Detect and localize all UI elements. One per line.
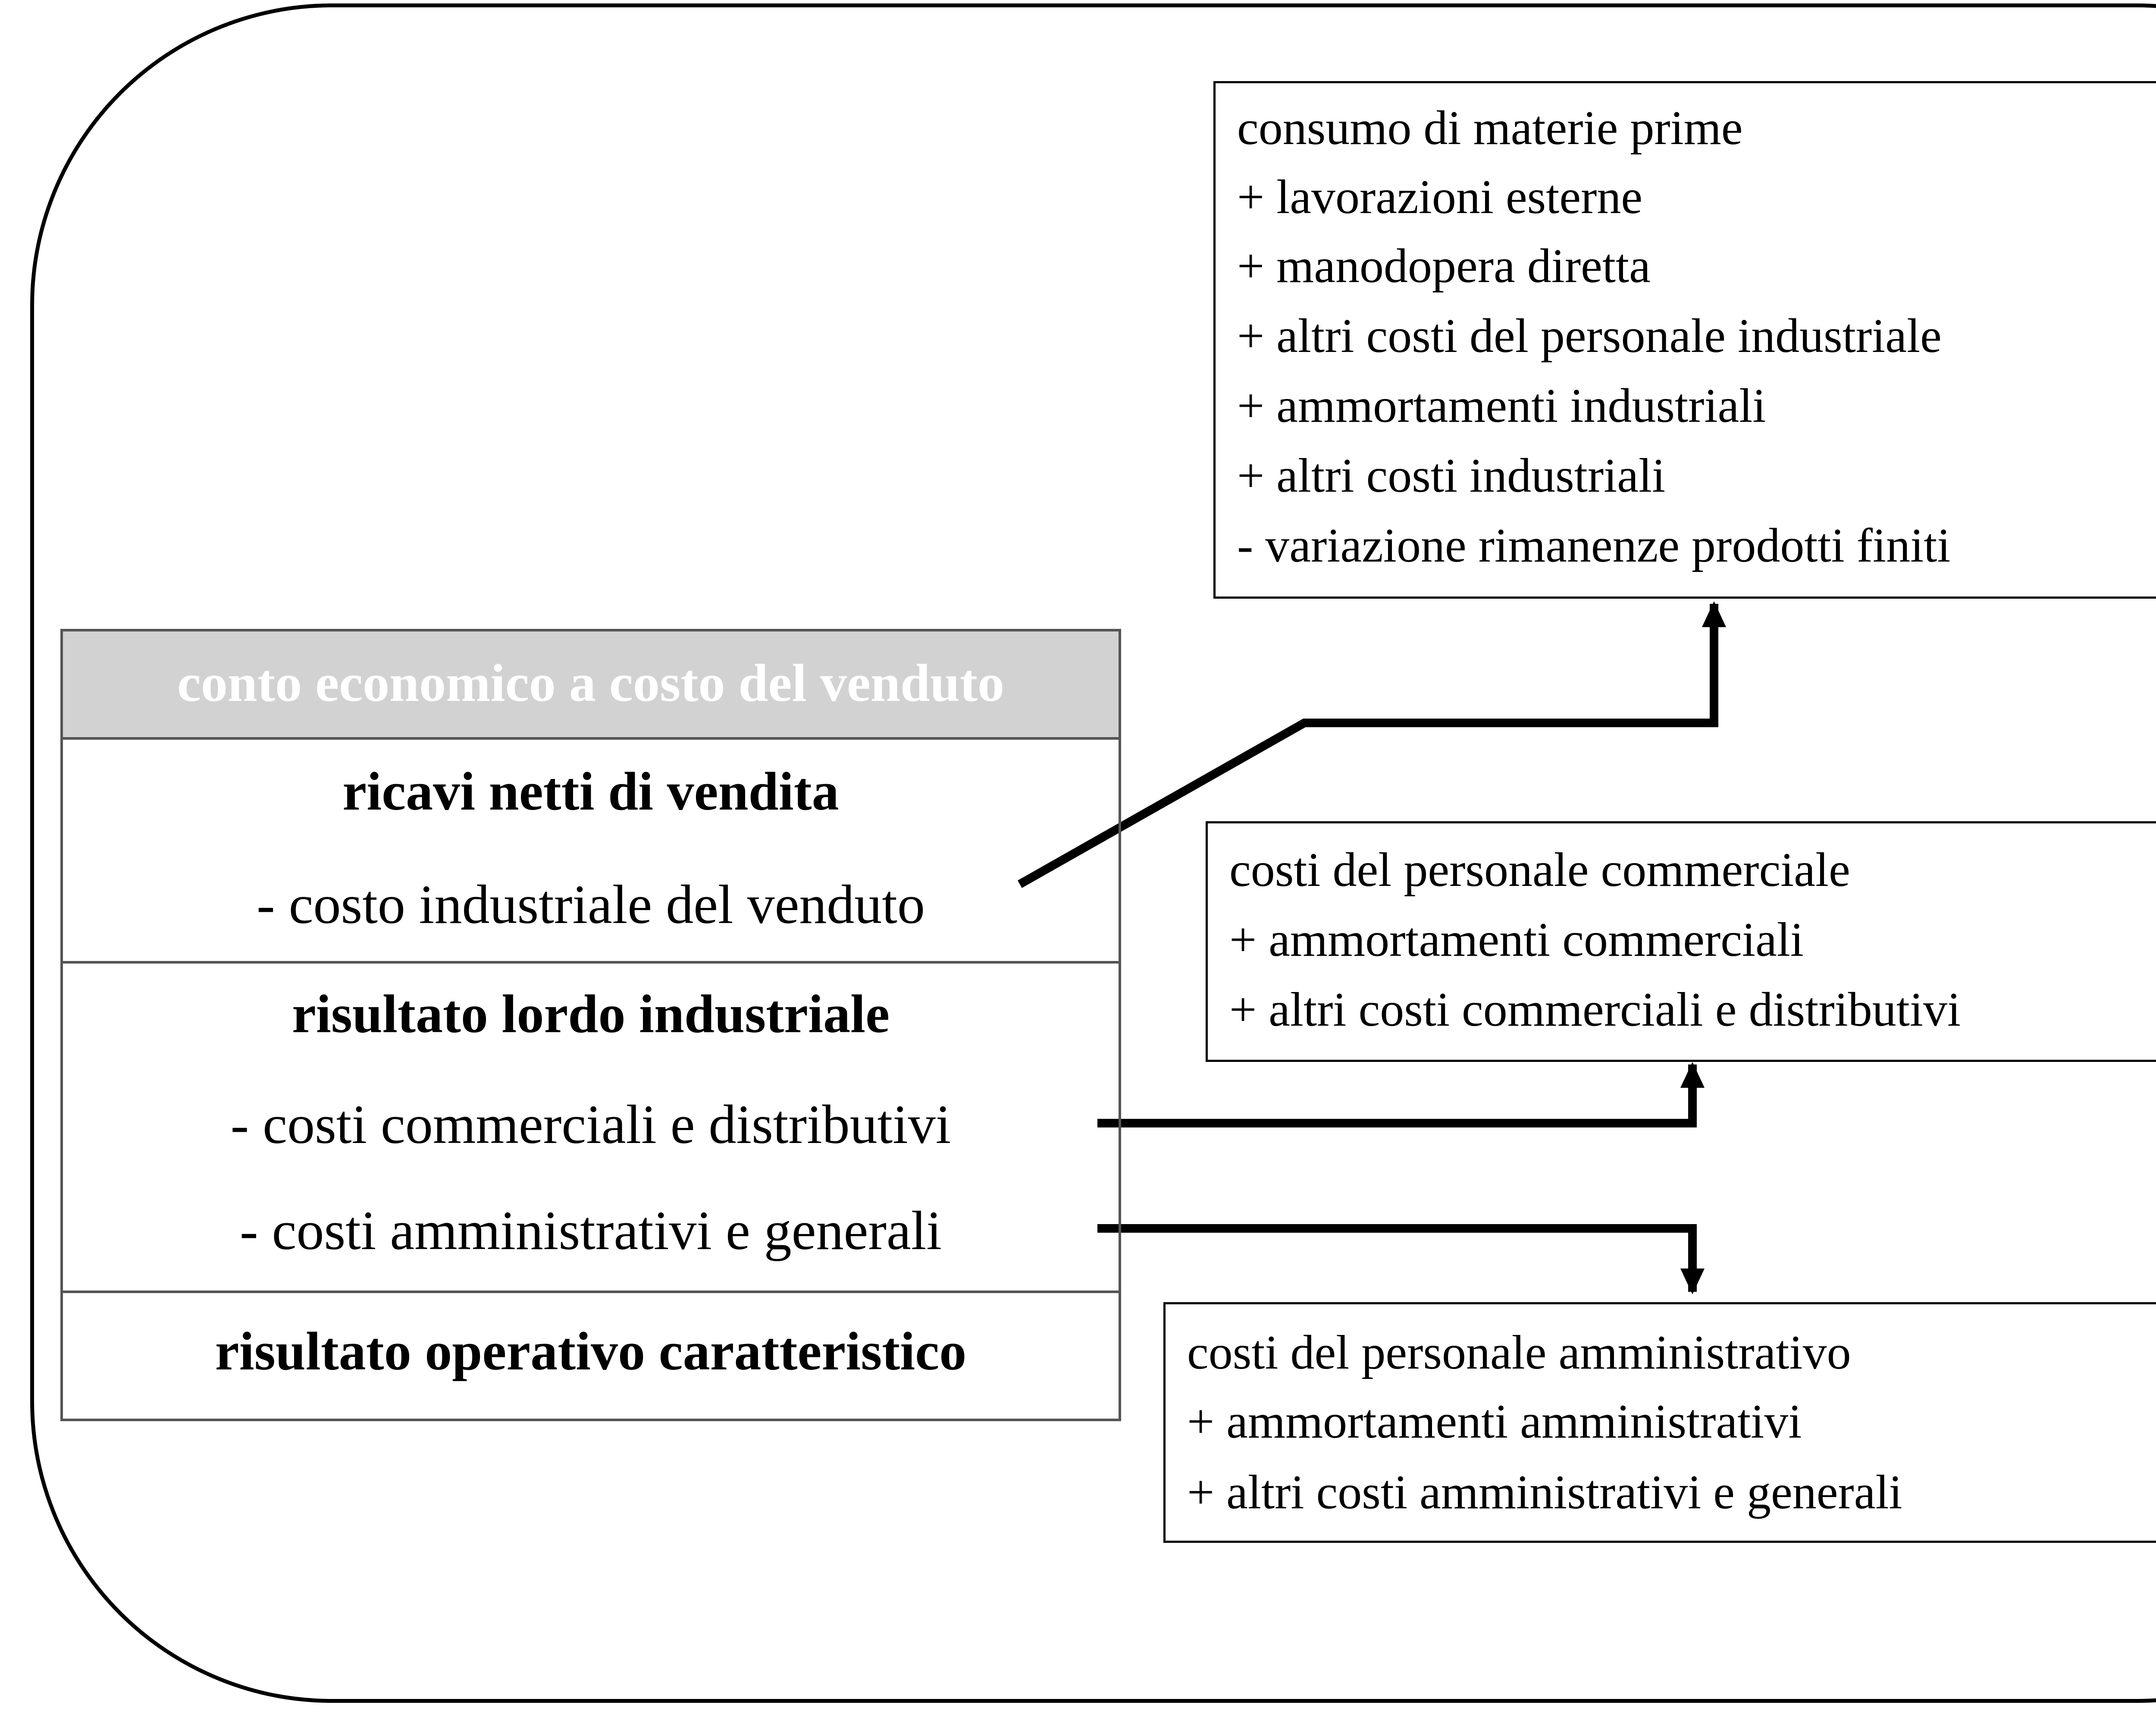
- row-commercial-costs: - costi commerciali e distributivi: [230, 1094, 951, 1155]
- box-line: + manodopera diretta: [1237, 239, 1651, 293]
- commercial-cost-box: [1206, 821, 2156, 1062]
- box-line: + ammortamenti amministrativi: [1187, 1395, 1802, 1448]
- arrow-admin-to-admin-box: [1097, 1228, 1692, 1292]
- income-statement-table: [60, 629, 1121, 1421]
- row-gross-result: risultato lordo industriale: [291, 984, 890, 1044]
- industrial-cost-box: [1213, 81, 2156, 599]
- row-admin-costs: - costi amministrativi e generali: [240, 1200, 942, 1261]
- row-revenue: ricavi netti di vendita: [342, 762, 839, 822]
- box-line: + altri costi amministrativi e generali: [1187, 1466, 1902, 1519]
- admin-cost-box: [1163, 1302, 2156, 1543]
- box-line: costi del personale amministrativo: [1187, 1326, 1851, 1379]
- row-divider: [63, 1291, 1119, 1293]
- box-line: + altri costi del personale industriale: [1237, 309, 1942, 363]
- box-line: - variazione rimanenze prodotti finiti: [1237, 519, 1951, 572]
- box-line: + altri costi industriali: [1237, 449, 1666, 502]
- row-operating-result: risultato operativo caratteristico: [215, 1322, 967, 1382]
- row-cogs: - costo industriale del venduto: [257, 874, 925, 935]
- row-divider: [63, 961, 1119, 964]
- box-line: + ammortamenti industriali: [1237, 379, 1766, 433]
- box-line: + altri costi commerciali e distributivi: [1229, 983, 1961, 1036]
- box-line: consumo di materie prime: [1237, 101, 1743, 155]
- box-line: + lavorazioni esterne: [1237, 170, 1643, 224]
- table-header: conto economico a costo del venduto: [63, 631, 1119, 740]
- box-line: costi del personale commerciale: [1229, 843, 1850, 897]
- box-line: + ammortamenti commerciali: [1229, 913, 1804, 967]
- arrow-commercial-to-commercial-box: [1097, 1064, 1692, 1123]
